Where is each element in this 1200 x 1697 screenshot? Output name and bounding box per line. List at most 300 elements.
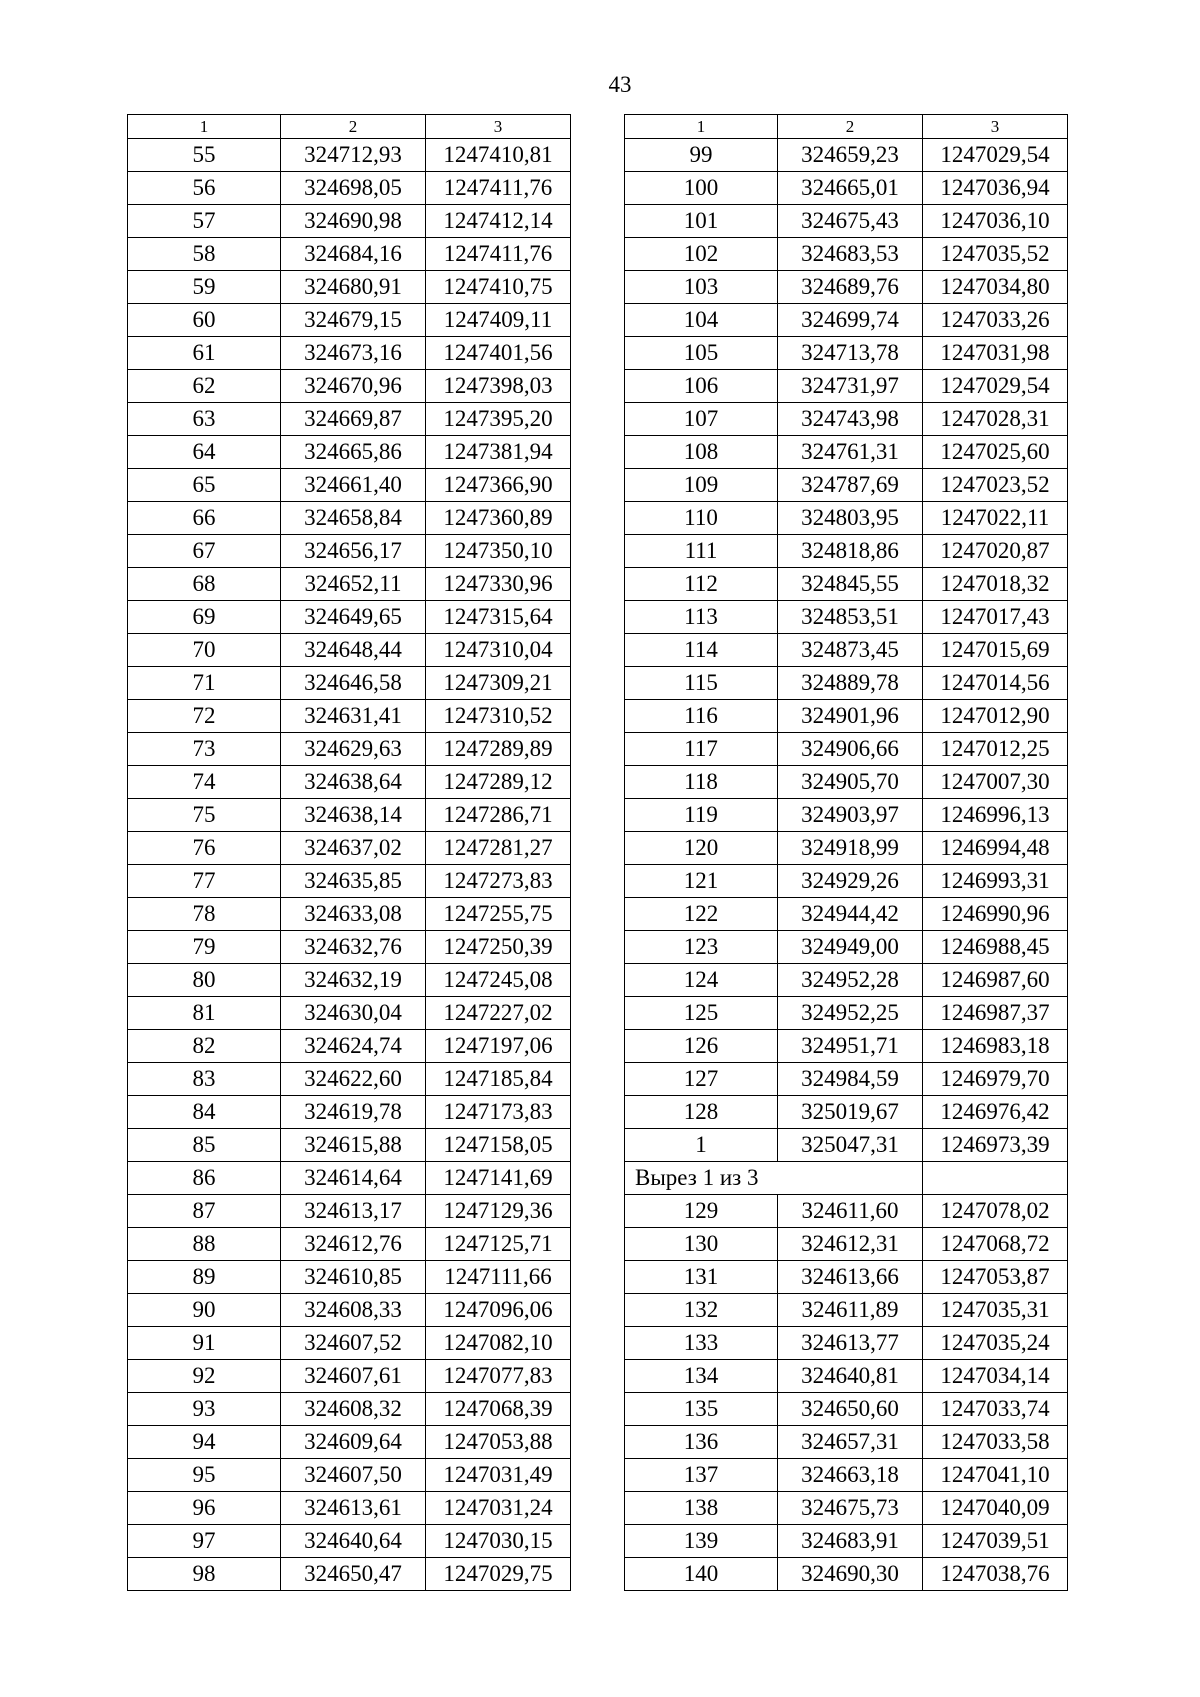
y-coordinate-cell: 1247082,10 — [426, 1327, 571, 1360]
table-row — [625, 1294, 1068, 1327]
table-row — [128, 1261, 571, 1294]
y-coordinate-cell: 1247038,76 — [923, 1558, 1068, 1591]
y-coordinate-cell: 1247068,39 — [426, 1393, 571, 1426]
table-row — [128, 1096, 571, 1129]
y-coordinate-cell: 1246994,48 — [923, 832, 1068, 865]
table-row — [128, 700, 571, 733]
y-coordinate-cell: 1246973,39 — [923, 1129, 1068, 1162]
point-number-cell: 118 — [625, 766, 778, 799]
x-coordinate-cell: 324665,01 — [778, 172, 923, 205]
y-coordinate-cell: 1247023,52 — [923, 469, 1068, 502]
table-row — [625, 1129, 1068, 1162]
point-number-cell: 128 — [625, 1096, 778, 1129]
table-row — [128, 1228, 571, 1261]
x-coordinate-cell: 324613,61 — [281, 1492, 426, 1525]
x-coordinate-cell: 324629,63 — [281, 733, 426, 766]
x-coordinate-cell: 324803,95 — [778, 502, 923, 535]
x-coordinate-cell: 324901,96 — [778, 700, 923, 733]
point-number-cell: 65 — [128, 469, 281, 502]
table-row — [128, 469, 571, 502]
y-coordinate-cell: 1247409,11 — [426, 304, 571, 337]
point-number-cell: 114 — [625, 634, 778, 667]
point-number-cell: 102 — [625, 238, 778, 271]
y-coordinate-cell: 1247041,10 — [923, 1459, 1068, 1492]
table-row — [128, 304, 571, 337]
point-number-cell: 107 — [625, 403, 778, 436]
y-coordinate-cell: 1247012,25 — [923, 733, 1068, 766]
table-row — [625, 634, 1068, 667]
y-coordinate-cell: 1247077,83 — [426, 1360, 571, 1393]
y-coordinate-cell: 1247053,87 — [923, 1261, 1068, 1294]
point-number-cell: 71 — [128, 667, 281, 700]
x-coordinate-cell: 324608,33 — [281, 1294, 426, 1327]
table-row — [625, 865, 1068, 898]
y-coordinate-cell: 1247012,90 — [923, 700, 1068, 733]
y-coordinate-cell: 1247366,90 — [426, 469, 571, 502]
y-coordinate-cell: 1247197,06 — [426, 1030, 571, 1063]
table-row — [625, 271, 1068, 304]
y-coordinate-cell: 1246990,96 — [923, 898, 1068, 931]
x-coordinate-cell: 324646,58 — [281, 667, 426, 700]
x-coordinate-cell: 324905,70 — [778, 766, 923, 799]
table-row — [128, 898, 571, 931]
y-coordinate-cell: 1247255,75 — [426, 898, 571, 931]
point-number-cell: 100 — [625, 172, 778, 205]
table-row — [625, 502, 1068, 535]
point-number-cell: 76 — [128, 832, 281, 865]
point-number-cell: 129 — [625, 1195, 778, 1228]
x-coordinate-cell: 324889,78 — [778, 667, 923, 700]
empty-cell — [923, 1162, 1068, 1195]
point-number-cell: 99 — [625, 139, 778, 172]
point-number-cell: 84 — [128, 1096, 281, 1129]
y-coordinate-cell: 1247034,14 — [923, 1360, 1068, 1393]
x-coordinate-cell: 324649,65 — [281, 601, 426, 634]
table-row — [625, 1261, 1068, 1294]
y-coordinate-cell: 1247350,10 — [426, 535, 571, 568]
table-row — [625, 1459, 1068, 1492]
point-number-cell: 87 — [128, 1195, 281, 1228]
y-coordinate-cell: 1247033,74 — [923, 1393, 1068, 1426]
table-row — [625, 172, 1068, 205]
point-number-cell: 82 — [128, 1030, 281, 1063]
x-coordinate-cell: 324761,31 — [778, 436, 923, 469]
point-number-cell: 88 — [128, 1228, 281, 1261]
x-coordinate-cell: 324640,64 — [281, 1525, 426, 1558]
x-coordinate-cell: 324944,42 — [778, 898, 923, 931]
x-coordinate-cell: 324689,76 — [778, 271, 923, 304]
table-row — [625, 1360, 1068, 1393]
x-coordinate-cell: 324637,02 — [281, 832, 426, 865]
y-coordinate-cell: 1246988,45 — [923, 931, 1068, 964]
point-number-cell: 130 — [625, 1228, 778, 1261]
x-coordinate-cell: 324903,97 — [778, 799, 923, 832]
y-coordinate-cell: 1247029,54 — [923, 139, 1068, 172]
x-coordinate-cell: 324650,60 — [778, 1393, 923, 1426]
y-coordinate-cell: 1247289,89 — [426, 733, 571, 766]
point-number-cell: 136 — [625, 1426, 778, 1459]
x-coordinate-cell: 324657,31 — [778, 1426, 923, 1459]
point-number-cell: 58 — [128, 238, 281, 271]
table-row — [128, 337, 571, 370]
table-row — [128, 205, 571, 238]
table-row — [625, 1426, 1068, 1459]
y-coordinate-cell: 1247035,24 — [923, 1327, 1068, 1360]
point-number-cell: 103 — [625, 271, 778, 304]
table-row — [625, 997, 1068, 1030]
y-coordinate-cell: 1247129,36 — [426, 1195, 571, 1228]
point-number-cell: 91 — [128, 1327, 281, 1360]
x-coordinate-cell: 324984,59 — [778, 1063, 923, 1096]
table-header-row — [625, 115, 1068, 139]
table-row — [625, 799, 1068, 832]
x-coordinate-cell: 324607,52 — [281, 1327, 426, 1360]
section-label: Вырез 1 из 3 — [625, 1162, 923, 1195]
point-number-cell: 81 — [128, 997, 281, 1030]
point-number-cell: 113 — [625, 601, 778, 634]
table-row — [625, 1228, 1068, 1261]
point-number-cell: 135 — [625, 1393, 778, 1426]
y-coordinate-cell: 1247035,31 — [923, 1294, 1068, 1327]
table-row — [625, 370, 1068, 403]
x-coordinate-cell: 324675,43 — [778, 205, 923, 238]
point-number-cell: 79 — [128, 931, 281, 964]
x-coordinate-cell: 324952,28 — [778, 964, 923, 997]
table-row — [625, 832, 1068, 865]
table-row — [128, 733, 571, 766]
y-coordinate-cell: 1247040,09 — [923, 1492, 1068, 1525]
table-row — [128, 799, 571, 832]
x-coordinate-cell: 324665,86 — [281, 436, 426, 469]
table-row — [128, 1129, 571, 1162]
table-header-row — [128, 115, 571, 139]
point-number-cell: 139 — [625, 1525, 778, 1558]
y-coordinate-cell: 1246987,37 — [923, 997, 1068, 1030]
y-coordinate-cell: 1247020,87 — [923, 535, 1068, 568]
table-row — [128, 1327, 571, 1360]
point-number-cell: 67 — [128, 535, 281, 568]
x-coordinate-cell: 324613,17 — [281, 1195, 426, 1228]
table-row — [128, 238, 571, 271]
point-number-cell: 137 — [625, 1459, 778, 1492]
point-number-cell: 1 — [625, 1129, 778, 1162]
y-coordinate-cell: 1247289,12 — [426, 766, 571, 799]
point-number-cell: 125 — [625, 997, 778, 1030]
point-number-cell: 101 — [625, 205, 778, 238]
x-coordinate-cell: 324638,64 — [281, 766, 426, 799]
table-row — [625, 568, 1068, 601]
x-coordinate-cell: 324612,31 — [778, 1228, 923, 1261]
point-number-cell: 98 — [128, 1558, 281, 1591]
table-row — [128, 766, 571, 799]
x-coordinate-cell: 324680,91 — [281, 271, 426, 304]
table-row — [128, 667, 571, 700]
y-coordinate-cell: 1247018,32 — [923, 568, 1068, 601]
x-coordinate-cell: 324648,44 — [281, 634, 426, 667]
y-coordinate-cell: 1247035,52 — [923, 238, 1068, 271]
coordinates-table-left — [127, 114, 571, 1591]
x-coordinate-cell: 324652,11 — [281, 568, 426, 601]
x-coordinate-cell: 324698,05 — [281, 172, 426, 205]
x-coordinate-cell: 324632,76 — [281, 931, 426, 964]
point-number-cell: 127 — [625, 1063, 778, 1096]
x-coordinate-cell: 324951,71 — [778, 1030, 923, 1063]
x-coordinate-cell: 324615,88 — [281, 1129, 426, 1162]
point-number-cell: 108 — [625, 436, 778, 469]
y-coordinate-cell: 1247017,43 — [923, 601, 1068, 634]
x-coordinate-cell: 324607,50 — [281, 1459, 426, 1492]
x-coordinate-cell: 324712,93 — [281, 139, 426, 172]
y-coordinate-cell: 1247022,11 — [923, 502, 1068, 535]
table-row — [128, 1030, 571, 1063]
point-number-cell: 89 — [128, 1261, 281, 1294]
y-coordinate-cell: 1247309,21 — [426, 667, 571, 700]
x-coordinate-cell: 324787,69 — [778, 469, 923, 502]
y-coordinate-cell: 1246979,70 — [923, 1063, 1068, 1096]
point-number-cell: 120 — [625, 832, 778, 865]
table-row — [625, 931, 1068, 964]
point-number-cell: 97 — [128, 1525, 281, 1558]
y-coordinate-cell: 1247033,58 — [923, 1426, 1068, 1459]
table-row — [128, 1063, 571, 1096]
table-row — [625, 667, 1068, 700]
y-coordinate-cell: 1247007,30 — [923, 766, 1068, 799]
x-coordinate-cell: 324699,74 — [778, 304, 923, 337]
table-row — [625, 535, 1068, 568]
y-coordinate-cell: 1247096,06 — [426, 1294, 571, 1327]
y-coordinate-cell: 1247401,56 — [426, 337, 571, 370]
point-number-cell: 64 — [128, 436, 281, 469]
y-coordinate-cell: 1247034,80 — [923, 271, 1068, 304]
y-coordinate-cell: 1247250,39 — [426, 931, 571, 964]
point-number-cell: 74 — [128, 766, 281, 799]
y-coordinate-cell: 1247245,08 — [426, 964, 571, 997]
x-coordinate-cell: 324613,77 — [778, 1327, 923, 1360]
point-number-cell: 69 — [128, 601, 281, 634]
table-row — [625, 1558, 1068, 1591]
point-number-cell: 59 — [128, 271, 281, 304]
x-coordinate-cell: 324614,64 — [281, 1162, 426, 1195]
y-coordinate-cell: 1247310,04 — [426, 634, 571, 667]
y-coordinate-cell: 1247395,20 — [426, 403, 571, 436]
table-body-right — [625, 115, 1068, 1591]
y-coordinate-cell: 1246976,42 — [923, 1096, 1068, 1129]
point-number-cell: 112 — [625, 568, 778, 601]
table-row — [625, 1096, 1068, 1129]
column-header-1: 1 — [625, 115, 778, 139]
point-number-cell: 75 — [128, 799, 281, 832]
page-number: 43 — [608, 72, 632, 97]
table-row — [625, 1327, 1068, 1360]
y-coordinate-cell: 1247068,72 — [923, 1228, 1068, 1261]
x-coordinate-cell: 324679,15 — [281, 304, 426, 337]
table-row — [128, 271, 571, 304]
x-coordinate-cell: 324656,17 — [281, 535, 426, 568]
y-coordinate-cell: 1247410,75 — [426, 271, 571, 304]
x-coordinate-cell: 324906,66 — [778, 733, 923, 766]
x-coordinate-cell: 324619,78 — [281, 1096, 426, 1129]
x-coordinate-cell: 324610,85 — [281, 1261, 426, 1294]
table-row — [625, 766, 1068, 799]
y-coordinate-cell: 1247111,66 — [426, 1261, 571, 1294]
point-number-cell: 73 — [128, 733, 281, 766]
table-row — [625, 304, 1068, 337]
y-coordinate-cell: 1247412,14 — [426, 205, 571, 238]
column-header-3: 3 — [923, 115, 1068, 139]
y-coordinate-cell: 1247036,10 — [923, 205, 1068, 238]
table-row — [128, 865, 571, 898]
x-coordinate-cell: 324873,45 — [778, 634, 923, 667]
table-row — [128, 535, 571, 568]
y-coordinate-cell: 1247029,75 — [426, 1558, 571, 1591]
x-coordinate-cell: 324630,04 — [281, 997, 426, 1030]
point-number-cell: 56 — [128, 172, 281, 205]
x-coordinate-cell: 324613,66 — [778, 1261, 923, 1294]
table-row — [128, 1525, 571, 1558]
x-coordinate-cell: 324611,89 — [778, 1294, 923, 1327]
point-number-cell: 134 — [625, 1360, 778, 1393]
table-row — [128, 634, 571, 667]
y-coordinate-cell: 1247381,94 — [426, 436, 571, 469]
point-number-cell: 70 — [128, 634, 281, 667]
y-coordinate-cell: 1247029,54 — [923, 370, 1068, 403]
table-row — [128, 1162, 571, 1195]
table-row — [625, 337, 1068, 370]
y-coordinate-cell: 1247031,98 — [923, 337, 1068, 370]
table-row — [128, 568, 571, 601]
column-header-2: 2 — [778, 115, 923, 139]
point-number-cell: 80 — [128, 964, 281, 997]
y-coordinate-cell: 1247031,24 — [426, 1492, 571, 1525]
point-number-cell: 126 — [625, 1030, 778, 1063]
x-coordinate-cell: 324743,98 — [778, 403, 923, 436]
point-number-cell: 94 — [128, 1426, 281, 1459]
point-number-cell: 122 — [625, 898, 778, 931]
table-row — [625, 1030, 1068, 1063]
column-header-1: 1 — [128, 115, 281, 139]
point-number-cell: 77 — [128, 865, 281, 898]
coordinates-table-right — [624, 114, 1068, 1591]
table-row — [625, 1525, 1068, 1558]
point-number-cell: 86 — [128, 1162, 281, 1195]
x-coordinate-cell: 324670,96 — [281, 370, 426, 403]
x-coordinate-cell: 324918,99 — [778, 832, 923, 865]
point-number-cell: 131 — [625, 1261, 778, 1294]
x-coordinate-cell: 324731,97 — [778, 370, 923, 403]
section-label-row — [625, 1162, 1068, 1195]
table-row — [128, 964, 571, 997]
table-body-left — [128, 115, 571, 1591]
table-row — [128, 1393, 571, 1426]
point-number-cell: 109 — [625, 469, 778, 502]
table-row — [625, 964, 1068, 997]
table-row — [625, 205, 1068, 238]
point-number-cell: 119 — [625, 799, 778, 832]
point-number-cell: 106 — [625, 370, 778, 403]
y-coordinate-cell: 1247125,71 — [426, 1228, 571, 1261]
y-coordinate-cell: 1247036,94 — [923, 172, 1068, 205]
point-number-cell: 83 — [128, 1063, 281, 1096]
y-coordinate-cell: 1247398,03 — [426, 370, 571, 403]
y-coordinate-cell: 1247281,27 — [426, 832, 571, 865]
table-row — [128, 832, 571, 865]
x-coordinate-cell: 324607,61 — [281, 1360, 426, 1393]
y-coordinate-cell: 1247273,83 — [426, 865, 571, 898]
point-number-cell: 78 — [128, 898, 281, 931]
y-coordinate-cell: 1247039,51 — [923, 1525, 1068, 1558]
y-coordinate-cell: 1247310,52 — [426, 700, 571, 733]
table-row — [625, 898, 1068, 931]
point-number-cell: 95 — [128, 1459, 281, 1492]
x-coordinate-cell: 324669,87 — [281, 403, 426, 436]
table-row — [128, 1195, 571, 1228]
x-coordinate-cell: 324631,41 — [281, 700, 426, 733]
table-row — [625, 469, 1068, 502]
table-row — [625, 601, 1068, 634]
point-number-cell: 110 — [625, 502, 778, 535]
y-coordinate-cell: 1247411,76 — [426, 238, 571, 271]
y-coordinate-cell: 1247033,26 — [923, 304, 1068, 337]
point-number-cell: 68 — [128, 568, 281, 601]
table-row — [128, 172, 571, 205]
y-coordinate-cell: 1247030,15 — [426, 1525, 571, 1558]
x-coordinate-cell: 324632,19 — [281, 964, 426, 997]
x-coordinate-cell: 324853,51 — [778, 601, 923, 634]
x-coordinate-cell: 325047,31 — [778, 1129, 923, 1162]
x-coordinate-cell: 324845,55 — [778, 568, 923, 601]
x-coordinate-cell: 324622,60 — [281, 1063, 426, 1096]
point-number-cell: 85 — [128, 1129, 281, 1162]
table-row — [128, 1492, 571, 1525]
table-row — [625, 1063, 1068, 1096]
x-coordinate-cell: 324684,16 — [281, 238, 426, 271]
point-number-cell: 61 — [128, 337, 281, 370]
x-coordinate-cell: 324624,74 — [281, 1030, 426, 1063]
x-coordinate-cell: 324635,85 — [281, 865, 426, 898]
table-row — [128, 931, 571, 964]
table-row — [128, 601, 571, 634]
table-row — [128, 370, 571, 403]
y-coordinate-cell: 1246993,31 — [923, 865, 1068, 898]
point-number-cell: 111 — [625, 535, 778, 568]
y-coordinate-cell: 1247025,60 — [923, 436, 1068, 469]
y-coordinate-cell: 1247141,69 — [426, 1162, 571, 1195]
x-coordinate-cell: 324658,84 — [281, 502, 426, 535]
table-row — [128, 1459, 571, 1492]
y-coordinate-cell: 1247410,81 — [426, 139, 571, 172]
table-row — [128, 1558, 571, 1591]
x-coordinate-cell: 324675,73 — [778, 1492, 923, 1525]
x-coordinate-cell: 324633,08 — [281, 898, 426, 931]
y-coordinate-cell: 1246983,18 — [923, 1030, 1068, 1063]
x-coordinate-cell: 324661,40 — [281, 469, 426, 502]
point-number-cell: 115 — [625, 667, 778, 700]
x-coordinate-cell: 324690,30 — [778, 1558, 923, 1591]
point-number-cell: 117 — [625, 733, 778, 766]
table-row — [128, 139, 571, 172]
table-row — [625, 1195, 1068, 1228]
table-row — [128, 1360, 571, 1393]
x-coordinate-cell: 324608,32 — [281, 1393, 426, 1426]
y-coordinate-cell: 1247031,49 — [426, 1459, 571, 1492]
table-row — [625, 1492, 1068, 1525]
y-coordinate-cell: 1247185,84 — [426, 1063, 571, 1096]
point-number-cell: 105 — [625, 337, 778, 370]
x-coordinate-cell: 324638,14 — [281, 799, 426, 832]
x-coordinate-cell: 324663,18 — [778, 1459, 923, 1492]
point-number-cell: 140 — [625, 1558, 778, 1591]
point-number-cell: 104 — [625, 304, 778, 337]
